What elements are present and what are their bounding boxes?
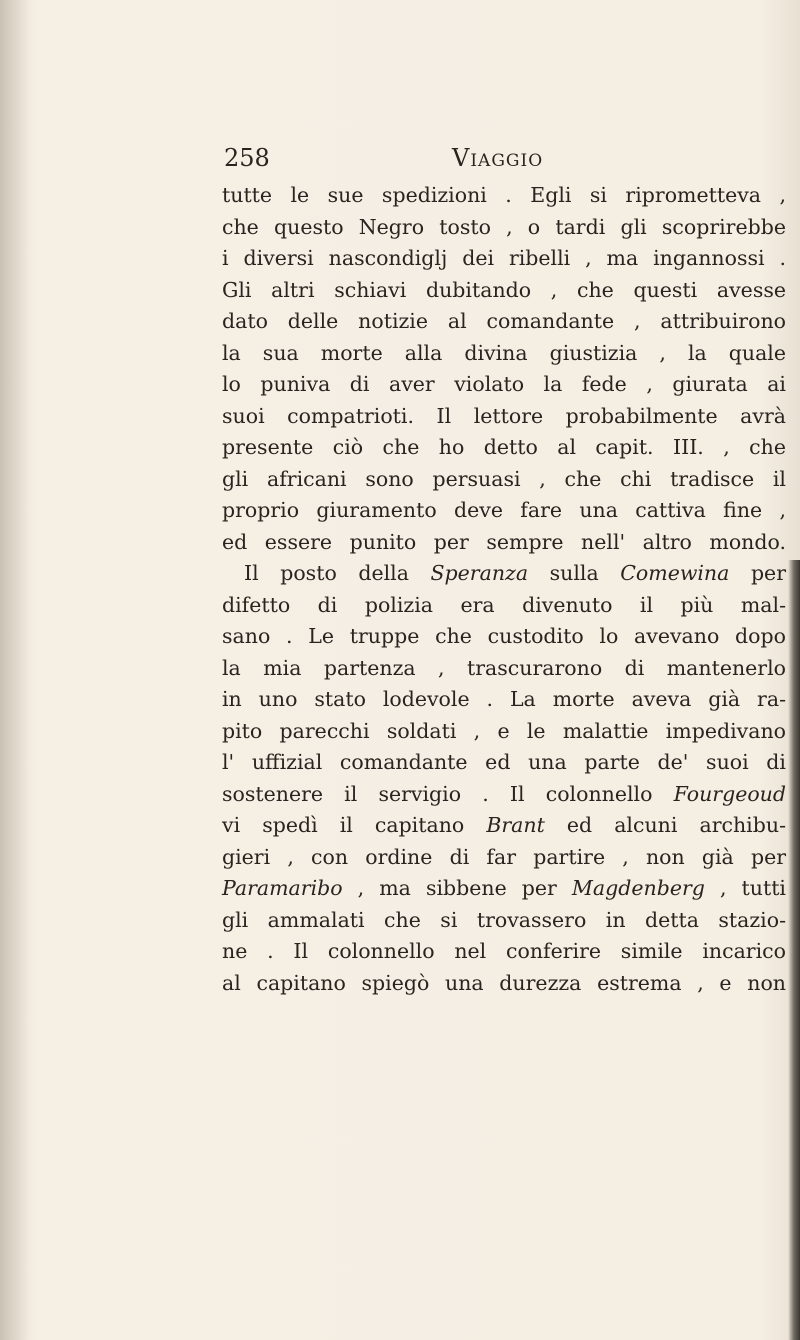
page-number: 258	[224, 144, 270, 172]
text-line: Paramaribo , ma sibbene per Magdenberg , tutti	[222, 876, 786, 900]
page-header	[224, 144, 784, 180]
text-line: suoi compatrioti. Il lettore probabilmente avrà	[222, 403, 786, 428]
text-line: vi spedì il capitano Brant ed alcuni archibu-	[222, 813, 786, 837]
text-line: ne . Il colonnello nel conferire simile incarico	[222, 939, 786, 963]
text-line: Gli altri schiavi dubitando , che questi avesse	[222, 277, 786, 302]
text-line: in uno stato lodevole . La morte aveva già ra-	[222, 687, 786, 711]
page-binding-shadow	[0, 0, 30, 1340]
text-line: lo puniva di aver violato la fede , giurata ai	[222, 372, 786, 396]
text-line: che questo Negro tosto , o tardi gli scoprirebbe	[222, 214, 786, 239]
text-line: sano . Le truppe che custodito lo avevano dopo	[222, 624, 786, 648]
text-line: ed essere punito per sempre nell' altro mondo.	[222, 529, 786, 554]
running-title: Viaggio	[452, 144, 544, 172]
text-line: l' uffizial comandante ed una parte de' suoi di	[222, 750, 786, 774]
text-line: gli ammalati che si trovassero in detta stazio-	[222, 907, 786, 932]
text-line: presente ciò che ho detto al capit. III. , che	[222, 435, 786, 459]
text-line: Il posto della Speranza sulla Comewina per	[244, 561, 786, 585]
text-line: al capitano spiegò una durezza estrema , e non	[222, 970, 786, 995]
text-line: tutte le sue spedizioni . Egli si riprometteva ,	[222, 183, 786, 207]
text-line: la mia partenza , trascurarono di mantenerlo	[222, 655, 786, 680]
body-text	[222, 180, 786, 999]
text-line: gieri , con ordine di far partire , non già per	[222, 844, 786, 869]
text-line: proprio giuramento deve fare una cattiva fine ,	[222, 498, 786, 522]
text-line: dato delle notizie al comandante , attribuirono	[222, 309, 786, 333]
text-line: pito parecchi soldati , e le malattie impedivano	[222, 718, 786, 743]
page-edge-shadow	[788, 560, 800, 1340]
text-line: difetto di polizia era divenuto il più mal-	[222, 592, 786, 617]
text-line: la sua morte alla divina giustizia , la quale	[222, 340, 786, 365]
text-line: i diversi nascondiglj dei ribelli , ma ingannossi .	[222, 246, 786, 270]
text-line: gli africani sono persuasi , che chi tradisce il	[222, 466, 786, 491]
text-line: sostenere il servigio . Il colonnello Fourgeoud	[222, 781, 786, 806]
